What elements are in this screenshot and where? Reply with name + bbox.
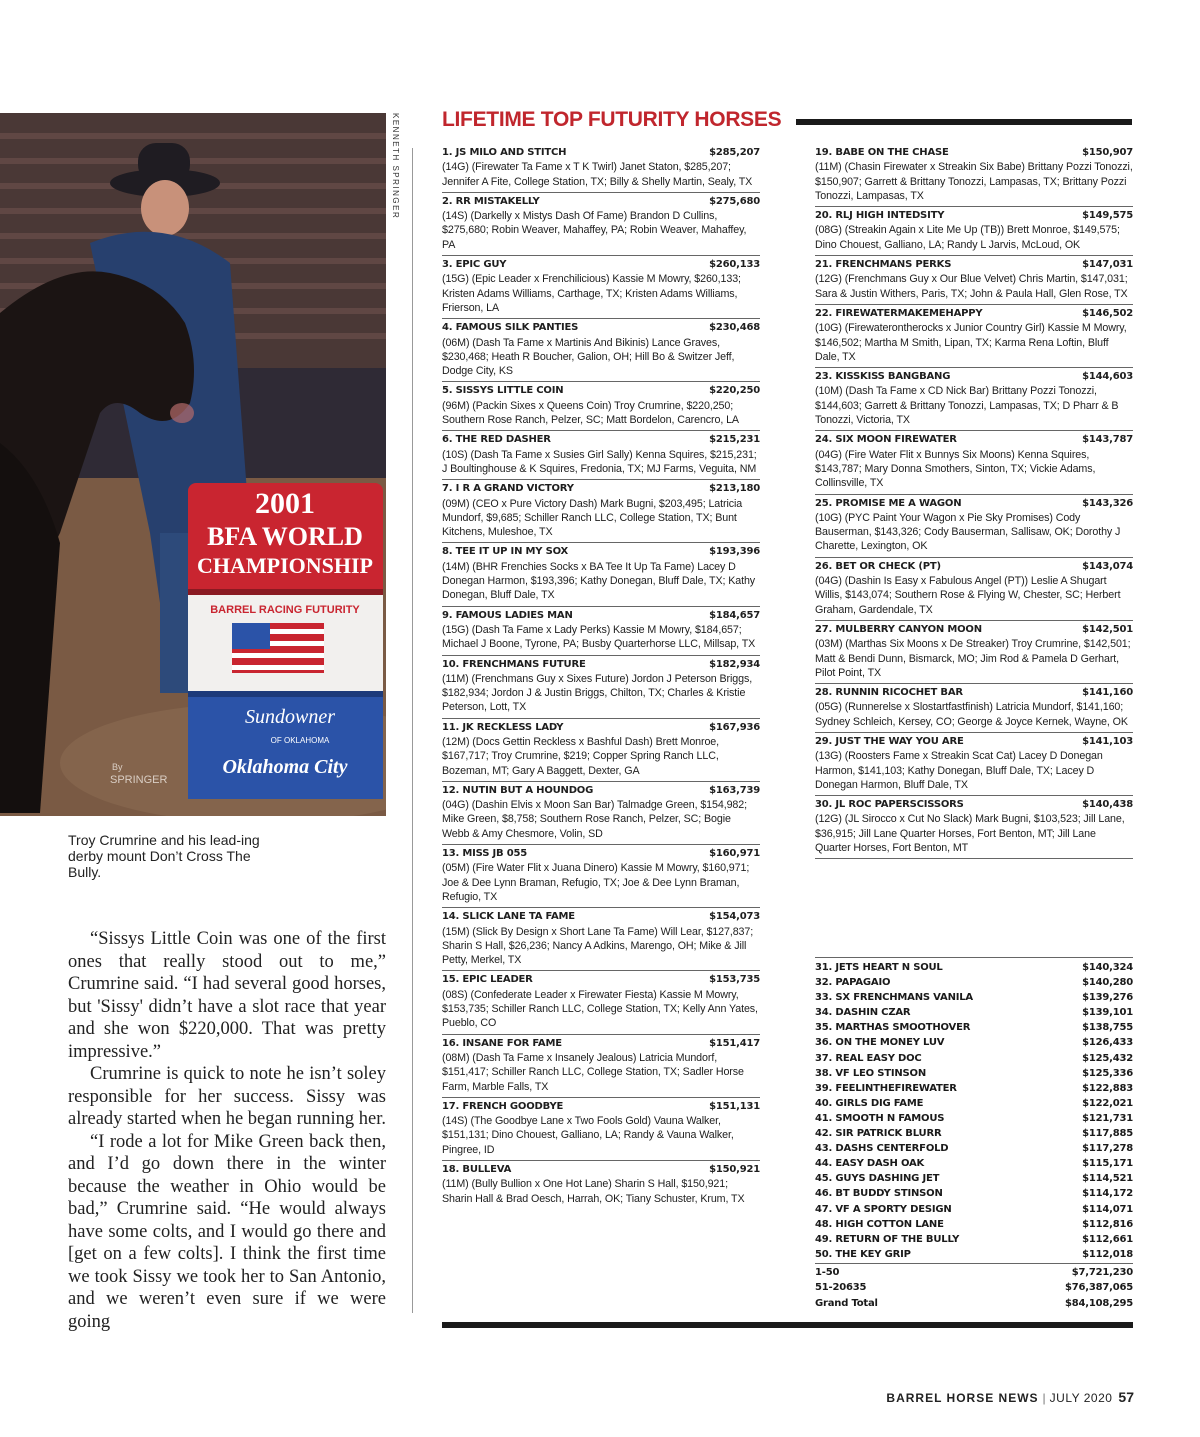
ranking-entry	[442, 1161, 760, 1209]
ranking-row	[815, 1126, 1133, 1141]
ranking-row	[815, 1141, 1133, 1156]
ranking-entry	[442, 480, 760, 543]
horse-details: (14G) (Firewater Ta Fame x T K Twirl) Janet Staton, $285,207; Jennifer A Fite, College Station, TX; Billy & Shelly Martin, Sealy, TX	[442, 161, 753, 188]
horse-name: 47. VF A SPORTY DESIGN	[815, 1203, 952, 1215]
horse-name: 22. FIREWATERMAKEMEHAPPY	[815, 307, 983, 319]
horse-details: (09M) (CEO x Pure Victory Dash) Mark Bugni, $203,495; Latricia Mundorf, $9,685; Schiller Ranch LLC, College Station, TX; Bunt Kitchens, Muleshoe, TX	[442, 497, 743, 539]
ranking-row	[815, 1081, 1133, 1096]
horse-name: 37. REAL EASY DOC	[815, 1052, 922, 1064]
entry-header	[442, 146, 760, 160]
barrel-sponsor-text: Sundowner	[245, 706, 335, 728]
entry-header	[815, 258, 1133, 272]
ranking-entry	[815, 305, 1133, 368]
horse-earnings: $140,324	[1082, 962, 1133, 973]
horse-details: (08S) (Confederate Leader x Firewater Fiesta) Kassie M Mowry, $153,735; Schiller Ranch LLC, College Station, TX; Kelly Ann Yates, Pueblo, CO	[442, 988, 758, 1030]
barrel-city-text: Oklahoma City	[222, 756, 348, 778]
entry-header	[442, 545, 760, 559]
ranking-entry	[442, 971, 760, 1034]
horse-name: 26. BET OR CHECK (PT)	[815, 560, 941, 572]
horse-name: 2. RR MISTAKELLY	[442, 195, 540, 207]
horse-name: 38. VF LEO STINSON	[815, 1067, 927, 1079]
photo-credit	[388, 113, 402, 233]
horse-name: 31. JETS HEART N SOUL	[815, 962, 943, 973]
horse-name: 6. THE RED DASHER	[442, 434, 551, 446]
photo-troy-crumrine	[0, 113, 386, 816]
horse-name: 5. SISSYS LITTLE COIN	[442, 385, 564, 397]
article-body	[68, 928, 386, 1333]
photo-caption: Troy Crumrine and his lead-ing derby mount Don’t Cross The Bully.	[68, 832, 260, 880]
horse-name: 23. KISSKISS BANGBANG	[815, 371, 951, 383]
horse-name: 34. DASHIN CZAR	[815, 1007, 911, 1019]
horse-earnings: $184,657	[709, 609, 760, 621]
horse-name: 40. GIRLS DIG FAME	[815, 1097, 924, 1109]
horse-name: 4. FAMOUS SILK PANTIES	[442, 322, 579, 334]
ranking-entry	[442, 319, 760, 382]
horse-details: (05G) (Runnerelse x Slostartfastfinish) Latricia Mundorf, $141,160; Sydney Schleich, Kersey, CO; George & Joyce Kernek, Wayne, OK	[815, 701, 1128, 728]
ranking-entry	[815, 684, 1133, 733]
horse-details: (96M) (Packin Sixes x Queens Coin) Troy Crumrine, $220,250; Southern Rose Ranch, Pelzer, SC; Matt Bordelon, Carencro, LA	[442, 399, 739, 427]
barrel-band-text: BARREL RACING FUTURITY	[210, 604, 360, 616]
entry-header	[815, 560, 1133, 574]
total-label: Grand Total	[815, 1297, 878, 1309]
horse-earnings: $213,180	[709, 483, 760, 495]
horse-name: 17. FRENCH GOODBYE	[442, 1100, 564, 1112]
horse-name: 7. I R A GRAND VICTORY	[442, 483, 574, 495]
horse-details: (12G) (JL Sirocco x Cut No Slack) Mark Bugni, $103,523; Jill Lane, $36,915; Jill Lane Quarter Horses, Fort Benton, MT; Jill Lane Quarter Horses, Fort Benton, MT	[815, 813, 1125, 855]
horse-name: 15. EPIC LEADER	[442, 974, 533, 986]
horse-name: 45. GUYS DASHING JET	[815, 1173, 940, 1185]
entry-header	[442, 973, 760, 987]
horse-earnings: $142,501	[1082, 623, 1133, 635]
horse-details: (12M) (Docs Gettin Reckless x Bashful Dash) Brett Monroe, $167,717; Troy Crumrine, $219; Copper Spring Ranch LLC, Bozeman, MT; Gary A Baggett, Dexter, GA	[442, 735, 720, 777]
ranking-row	[815, 1096, 1133, 1111]
total-row	[815, 1296, 1133, 1311]
horse-details: (04G) (Dashin Elvis x Moon San Bar) Talmadge Green, $154,982; Mike Green, $8,758; Southern Rose Ranch, Pelzer, SC; Bogie Webb & Amy Chesmore, Volin, SD	[442, 799, 747, 840]
horse-earnings: $138,755	[1082, 1022, 1133, 1034]
horse-name: 46. BT BUDDY STINSON	[815, 1188, 943, 1200]
horse-details: (14S) (Darkelly x Mistys Dash Of Fame) Brandon D Cullins, $275,680; Robin Weaver, Mahaffey, PA; Robin Weaver, Mahaffey, PA	[442, 210, 747, 251]
horse-details: (10M) (Dash Ta Fame x CD Nick Bar) Brittany Pozzi Tonozzi, $144,603; Garrett & Brittany Tonozzi, Lampasas, TX; D Pharr & B Tonozzi, Victoria, TX	[815, 385, 1119, 427]
entry-header	[815, 735, 1133, 749]
total-amount: $84,108,295	[1064, 1297, 1133, 1309]
horse-name: 33. SX FRENCHMANS VANILA	[815, 992, 973, 1004]
ranking-entry	[442, 607, 760, 656]
horse-details: (11M) (Bully Bullion x One Hot Lane) Sharin S Hall, $150,921; Sharin Hall & Brad Oesch, Harrah, OK; Tiany Schuster, Krum, TX	[442, 1178, 745, 1205]
horse-details: (04G) (Dashin Is Easy x Fabulous Angel (PT)) Leslie A Shugart Willis, $143,074; Southern Rose & Flying W, Chester, SC; Herbert Graham, Gardendale, TX	[815, 575, 1121, 616]
ranking-entry	[815, 733, 1133, 796]
horse-earnings: $122,883	[1082, 1082, 1133, 1094]
ranking-entry	[442, 908, 760, 971]
horse-name: 48. HIGH COTTON LANE	[815, 1218, 944, 1230]
entry-header	[442, 482, 760, 496]
ranking-row	[815, 1020, 1133, 1035]
horse-earnings: $114,071	[1082, 1203, 1133, 1215]
ranking-row	[815, 1035, 1133, 1050]
horse-details: (10G) (Firewaterontherocks x Junior Country Girl) Kassie M Mowry, $146,502; Martha M Smith, Lipan, TX; Karma Rena Loftin, Bluff Dale, TX	[815, 322, 1127, 363]
entry-header	[442, 258, 760, 272]
horse-name: 42. SIR PATRICK BLURR	[815, 1128, 942, 1140]
horse-earnings: $275,680	[709, 195, 760, 207]
horse-details: (06M) (Dash Ta Fame x Martinis And Bikinis) Lance Graves, $230,468; Heath R Boucher, Galion, OH; Hill Bo & Switzer Jeff, Dodge City, KS	[442, 336, 735, 378]
entry-header	[815, 798, 1133, 812]
ranking-row	[815, 1171, 1133, 1186]
ranking-entry	[442, 1098, 760, 1161]
entry-header	[815, 497, 1133, 511]
entry-header	[442, 847, 760, 861]
entry-header	[442, 609, 760, 623]
entry-header	[815, 686, 1133, 700]
entry-header	[442, 1100, 760, 1114]
horse-name: 11. JK RECKLESS LADY	[442, 721, 564, 733]
horse-earnings: $260,133	[709, 259, 760, 271]
ranking-entry	[442, 543, 760, 606]
entry-header	[442, 721, 760, 735]
watermark-name: SPRINGER	[110, 774, 168, 786]
entry-header	[815, 209, 1133, 223]
ranking-entry	[815, 495, 1133, 558]
horse-details: (05M) (Fire Water Flit x Juana Dinero) Kassie M Mowry, $160,971; Joe & Dee Lynn Braman, Refugio, TX; Joe & Dee Lynn Braman, Refugio, TX	[442, 862, 750, 903]
horse-name: 1. JS MILO AND STITCH	[442, 147, 567, 158]
horse-earnings: $115,171	[1082, 1158, 1133, 1170]
horse-earnings: $147,031	[1082, 259, 1133, 271]
article-paragraph: “Sissys Little Coin was one of the first ones that really stood out to me,” Crumrine said. “I had several good horses, but 'Sissy' didn’t have a slot race that year and she won $220,000. That was pretty impressive.”	[68, 929, 386, 1062]
horse-name: 18. BULLEVA	[442, 1164, 512, 1175]
total-row	[815, 1265, 1133, 1280]
ranking-entry	[815, 256, 1133, 305]
horse-name: 32. PAPAGAIO	[815, 977, 891, 989]
horse-earnings: $140,280	[1082, 977, 1133, 989]
entry-header	[815, 146, 1133, 160]
horse-name: 35. MARTHAS SMOOTHOVER	[815, 1022, 971, 1034]
ranking-entry	[442, 193, 760, 256]
horse-name: 16. INSANE FOR FAME	[442, 1037, 562, 1049]
horse-name: 28. RUNNIN RICOCHET BAR	[815, 687, 963, 699]
horse-name: 27. MULBERRY CANYON MOON	[815, 623, 982, 635]
barrel-line1-text: BFA WORLD	[207, 522, 363, 551]
ranking-entry	[815, 207, 1133, 256]
total-row	[815, 1280, 1133, 1295]
horse-earnings: $149,575	[1082, 210, 1133, 222]
ranking-entry	[815, 796, 1133, 859]
horse-details: (15G) (Dash Ta Fame x Lady Perks) Kassie M Mowry, $184,657; Michael J Boone, Tyrone, PA; Busby Quarterhorse LLC, Millsap, TX	[442, 623, 756, 651]
watermark-by: By	[112, 762, 123, 772]
entry-header	[442, 321, 760, 335]
article-paragraph: Crumrine is quick to note he isn’t soley responsible for her success. Sissy was already started when he began running her.	[68, 1064, 386, 1129]
ranking-column-2	[815, 144, 1133, 859]
ranking-entry	[442, 431, 760, 480]
entry-header	[442, 910, 760, 924]
horse-name: 14. SLICK LANE TA FAME	[442, 911, 575, 923]
entry-header	[442, 195, 760, 209]
entry-header	[442, 658, 760, 672]
barrel-year-text: 2001	[255, 487, 315, 520]
article-paragraph: “I rode a lot for Mike Green back then, and I’d go down there in the winter because the weather in Ohio would be bad,” Crumrine said. “He would always have some colts, and I would go there and [get on a few colts]. I think the first time we took Sissy we took her to San Antonio, and we weren’t even sure if we were going	[68, 1131, 386, 1332]
ranking-entry	[815, 368, 1133, 431]
ranking-entry	[815, 431, 1133, 494]
total-amount: $76,387,065	[1064, 1282, 1133, 1294]
horse-details: (08G) (Streakin Again x Lite Me Up (TB)) Brett Monroe, $149,575; Dino Chouest, Galliano, LA; Randy L Jarvis, McLoud, OK	[815, 224, 1120, 251]
horse-name: 25. PROMISE ME A WAGON	[815, 497, 962, 509]
horse-details: (13G) (Roosters Fame x Streakin Scat Cat) Lacey D Donegan Harmon, $141,103; Kathy Donegan, Bluff Dale, TX; Lacey D Donegan Harmon, Bluff Dale, TX	[815, 750, 1103, 791]
horse-name: 44. EASY DASH OAK	[815, 1158, 925, 1170]
page-number: 57	[1118, 1389, 1134, 1405]
horse-earnings: $112,661	[1082, 1233, 1133, 1245]
ranking-row	[815, 1232, 1133, 1247]
horse-earnings: $140,438	[1082, 799, 1133, 811]
horse-earnings: $220,250	[709, 385, 760, 397]
horse-earnings: $151,131	[709, 1100, 760, 1112]
horse-earnings: $146,502	[1082, 307, 1133, 319]
horse-earnings: $112,018	[1082, 1248, 1133, 1260]
horse-earnings: $141,103	[1082, 735, 1133, 747]
horse-earnings: $112,816	[1082, 1218, 1133, 1230]
horse-name: 12. NUTIN BUT A HOUNDOG	[442, 784, 594, 796]
horse-earnings: $139,276	[1082, 992, 1133, 1004]
horse-earnings: $114,521	[1082, 1173, 1133, 1185]
horse-name: 41. SMOOTH N FAMOUS	[815, 1112, 945, 1124]
horse-name: 24. SIX MOON FIREWATER	[815, 434, 957, 446]
horse-earnings: $182,934	[709, 658, 760, 670]
entry-header	[442, 433, 760, 447]
ranking-row	[815, 990, 1133, 1005]
horse-earnings: $154,073	[709, 911, 760, 923]
ranking-column-1	[442, 144, 760, 1209]
barrel-line2-text: CHAMPIONSHIP	[197, 553, 373, 578]
photo-illustration	[0, 113, 386, 816]
horse-earnings: $139,101	[1082, 1007, 1133, 1019]
ranking-row	[815, 1051, 1133, 1066]
horse-earnings: $141,160	[1082, 687, 1133, 699]
horse-details: (15M) (Slick By Design x Short Lane Ta Fame) Will Lear, $127,837; Sharin S Hall, $26,236; Nancy A Adkins, Marengo, OH; Mike & Jill Petty, Merkel, TX	[442, 925, 754, 967]
ranking-row	[815, 1156, 1133, 1171]
ranking-entry	[442, 1035, 760, 1098]
entry-header	[442, 1163, 760, 1177]
horse-name: 3. EPIC GUY	[442, 259, 507, 271]
ranking-entry	[442, 845, 760, 908]
horse-earnings: $153,735	[709, 974, 760, 986]
horse-name: 8. TEE IT UP IN MY SOX	[442, 546, 569, 558]
horse-earnings: $117,885	[1082, 1128, 1133, 1140]
horse-details: (03M) (Marthas Six Moons x De Streaker) Troy Crumrine, $142,501; Matt & Bendi Dunn, Bismarck, MO; Jim Rod & Pamela D Gerhart, Pilot Point, TX	[815, 638, 1131, 679]
horse-details: (14S) (The Goodbye Lane x Two Fools Gold) Vauna Walker, $151,131; Dino Chouest, Galliano, LA; Randy & Vauna Walker, Pingree, ID	[442, 1115, 734, 1156]
horse-details: (10G) (PYC Paint Your Wagon x Pie Sky Promises) Cody Bauserman, $143,326; Cody Bauserman, Sallisaw, OK; Dorothy J Charette, Lexington, OK	[815, 511, 1121, 553]
horse-details: (10S) (Dash Ta Fame x Susies Girl Sally) Kenna Squires, $215,231; J Boultinghouse & K Squires, Fredonia, TX; MJ Farms, Veguita, NM	[442, 448, 757, 475]
ranking-row	[815, 1186, 1133, 1201]
horse-details: (15G) (Epic Leader x Frenchilicious) Kassie M Mowry, $260,133; Kristen Adams Williams, Carthage, TX; Kristen Adams Williams, Frierson, LA	[442, 273, 741, 314]
ranking-short-list	[815, 957, 1133, 1262]
entry-header	[442, 784, 760, 798]
horse-earnings: $151,417	[709, 1037, 760, 1049]
horse-earnings: $230,468	[709, 322, 760, 334]
ranking-entry	[442, 382, 760, 431]
ranking-totals	[815, 1263, 1133, 1311]
ranking-entry	[815, 621, 1133, 684]
horse-earnings: $125,336	[1082, 1067, 1133, 1079]
ranking-row	[815, 960, 1133, 975]
total-label: 51-20635	[815, 1282, 867, 1294]
horse-earnings: $144,603	[1082, 371, 1133, 383]
horse-earnings: $143,326	[1082, 497, 1133, 509]
horse-name: 30. JL ROC PAPERSCISSORS	[815, 799, 964, 811]
entry-header	[815, 433, 1133, 447]
ranking-entry	[815, 144, 1133, 207]
entry-header	[815, 307, 1133, 321]
total-amount: $7,721,230	[1071, 1267, 1133, 1278]
horse-earnings: $193,396	[709, 546, 760, 558]
page-folio	[886, 1389, 1134, 1405]
bottom-rule	[442, 1322, 1133, 1328]
folio-separator: |	[1042, 1391, 1046, 1405]
horse-name: 21. FRENCHMANS PERKS	[815, 259, 952, 271]
horse-details: (11M) (Frenchmans Guy x Sixes Future) Jordon J Peterson Briggs, $182,934; Jordon J & Justin Briggs, Chilton, TX; Charles & Kristie Peterson, Lott, TX	[442, 672, 753, 714]
horse-details: (08M) (Dash Ta Fame x Insanely Jealous) Latricia Mundorf, $151,417; Schiller Ranch LLC, College Station, TX; Sadler Horse Farm, Marble Falls, TX	[442, 1051, 744, 1093]
horse-earnings: $215,231	[709, 434, 760, 446]
horse-earnings: $117,278	[1082, 1143, 1133, 1155]
ranking-row	[815, 1005, 1133, 1020]
horse-details: (11M) (Chasin Firewater x Streakin Six Babe) Brittany Pozzi Tonozzi, $150,907; Garrett & Brittany Tonozzi, Lampasas, TX; Brittany Pozzi Tonozzi, Lampasas, TX	[815, 161, 1133, 202]
horse-earnings: $143,074	[1082, 560, 1133, 572]
horse-earnings: $125,432	[1082, 1052, 1133, 1064]
horse-earnings: $114,172	[1082, 1188, 1133, 1200]
horse-earnings: $150,907	[1082, 147, 1133, 158]
ranking-entry	[442, 256, 760, 319]
entry-header	[442, 384, 760, 398]
horse-name: 20. RLJ HIGH INTEDSITY	[815, 210, 945, 222]
horse-earnings: $167,936	[709, 721, 760, 733]
horse-earnings: $160,971	[709, 848, 760, 860]
horse-details: (14M) (BHR Frenchies Socks x BA Tee It Up Ta Fame) Lacey D Donegan Harmon, $193,396; Kathy Donegan, Bluff Dale, TX; Kathy Donegan, Bluff Dale, TX	[442, 560, 756, 602]
horse-earnings: $163,739	[709, 784, 760, 796]
horse-name: 19. BABE ON THE CHASE	[815, 147, 949, 158]
magazine-name: BARREL HORSE NEWS	[886, 1391, 1039, 1405]
ranking-row	[815, 1247, 1133, 1262]
ranking-row	[815, 1217, 1133, 1232]
horse-earnings: $285,207	[709, 147, 760, 158]
list-title: LIFETIME TOP FUTURITY HORSES	[442, 108, 782, 131]
horse-name: 13. MISS JB 055	[442, 848, 528, 860]
entry-header	[442, 1037, 760, 1051]
entry-header	[815, 623, 1133, 637]
horse-name: 39. FEELINTHEFIREWATER	[815, 1082, 957, 1094]
horse-earnings: $126,433	[1082, 1037, 1133, 1049]
horse-name: 10. FRENCHMANS FUTURE	[442, 658, 586, 670]
horse-earnings: $150,921	[709, 1164, 760, 1175]
photo-credit-text: KENNETH SPRINGER	[391, 113, 400, 220]
horse-name: 29. JUST THE WAY YOU ARE	[815, 735, 964, 747]
title-rule	[796, 119, 1132, 125]
total-label: 1-50	[815, 1267, 840, 1278]
ranking-row	[815, 1202, 1133, 1217]
ranking-entry	[442, 719, 760, 782]
horse-name: 43. DASHS CENTERFOLD	[815, 1143, 949, 1155]
ranking-entry	[442, 782, 760, 845]
horse-details: (04G) (Fire Water Flit x Bunnys Six Moons) Kenna Squires, $143,787; Mary Donna Smothers, Sinton, TX; Vickie Adams, Collinsville, TX	[815, 448, 1096, 490]
ranking-row	[815, 975, 1133, 990]
ranking-entry	[815, 558, 1133, 621]
barrel-sponsor-sub-text: OF OKLAHOMA	[270, 736, 330, 745]
ranking-entry	[442, 656, 760, 719]
ranking-row	[815, 1066, 1133, 1081]
horse-name: 50. THE KEY GRIP	[815, 1248, 911, 1260]
ranking-entry	[442, 144, 760, 193]
column-divider	[412, 148, 413, 1313]
issue-date: JULY 2020	[1049, 1391, 1113, 1405]
horse-earnings: $121,731	[1082, 1112, 1133, 1124]
horse-name: 9. FAMOUS LADIES MAN	[442, 609, 573, 621]
horse-details: (12G) (Frenchmans Guy x Our Blue Velvet) Chris Martin, $147,031; Sara & Justin Withers, Paris, TX; John & Paula Hall, Glen Rose, TX	[815, 273, 1128, 300]
entry-header	[815, 370, 1133, 384]
horse-earnings: $143,787	[1082, 434, 1133, 446]
horse-name: 36. ON THE MONEY LUV	[815, 1037, 945, 1049]
ranking-row	[815, 1111, 1133, 1126]
horse-name: 49. RETURN OF THE BULLY	[815, 1233, 960, 1245]
horse-earnings: $122,021	[1082, 1097, 1133, 1109]
